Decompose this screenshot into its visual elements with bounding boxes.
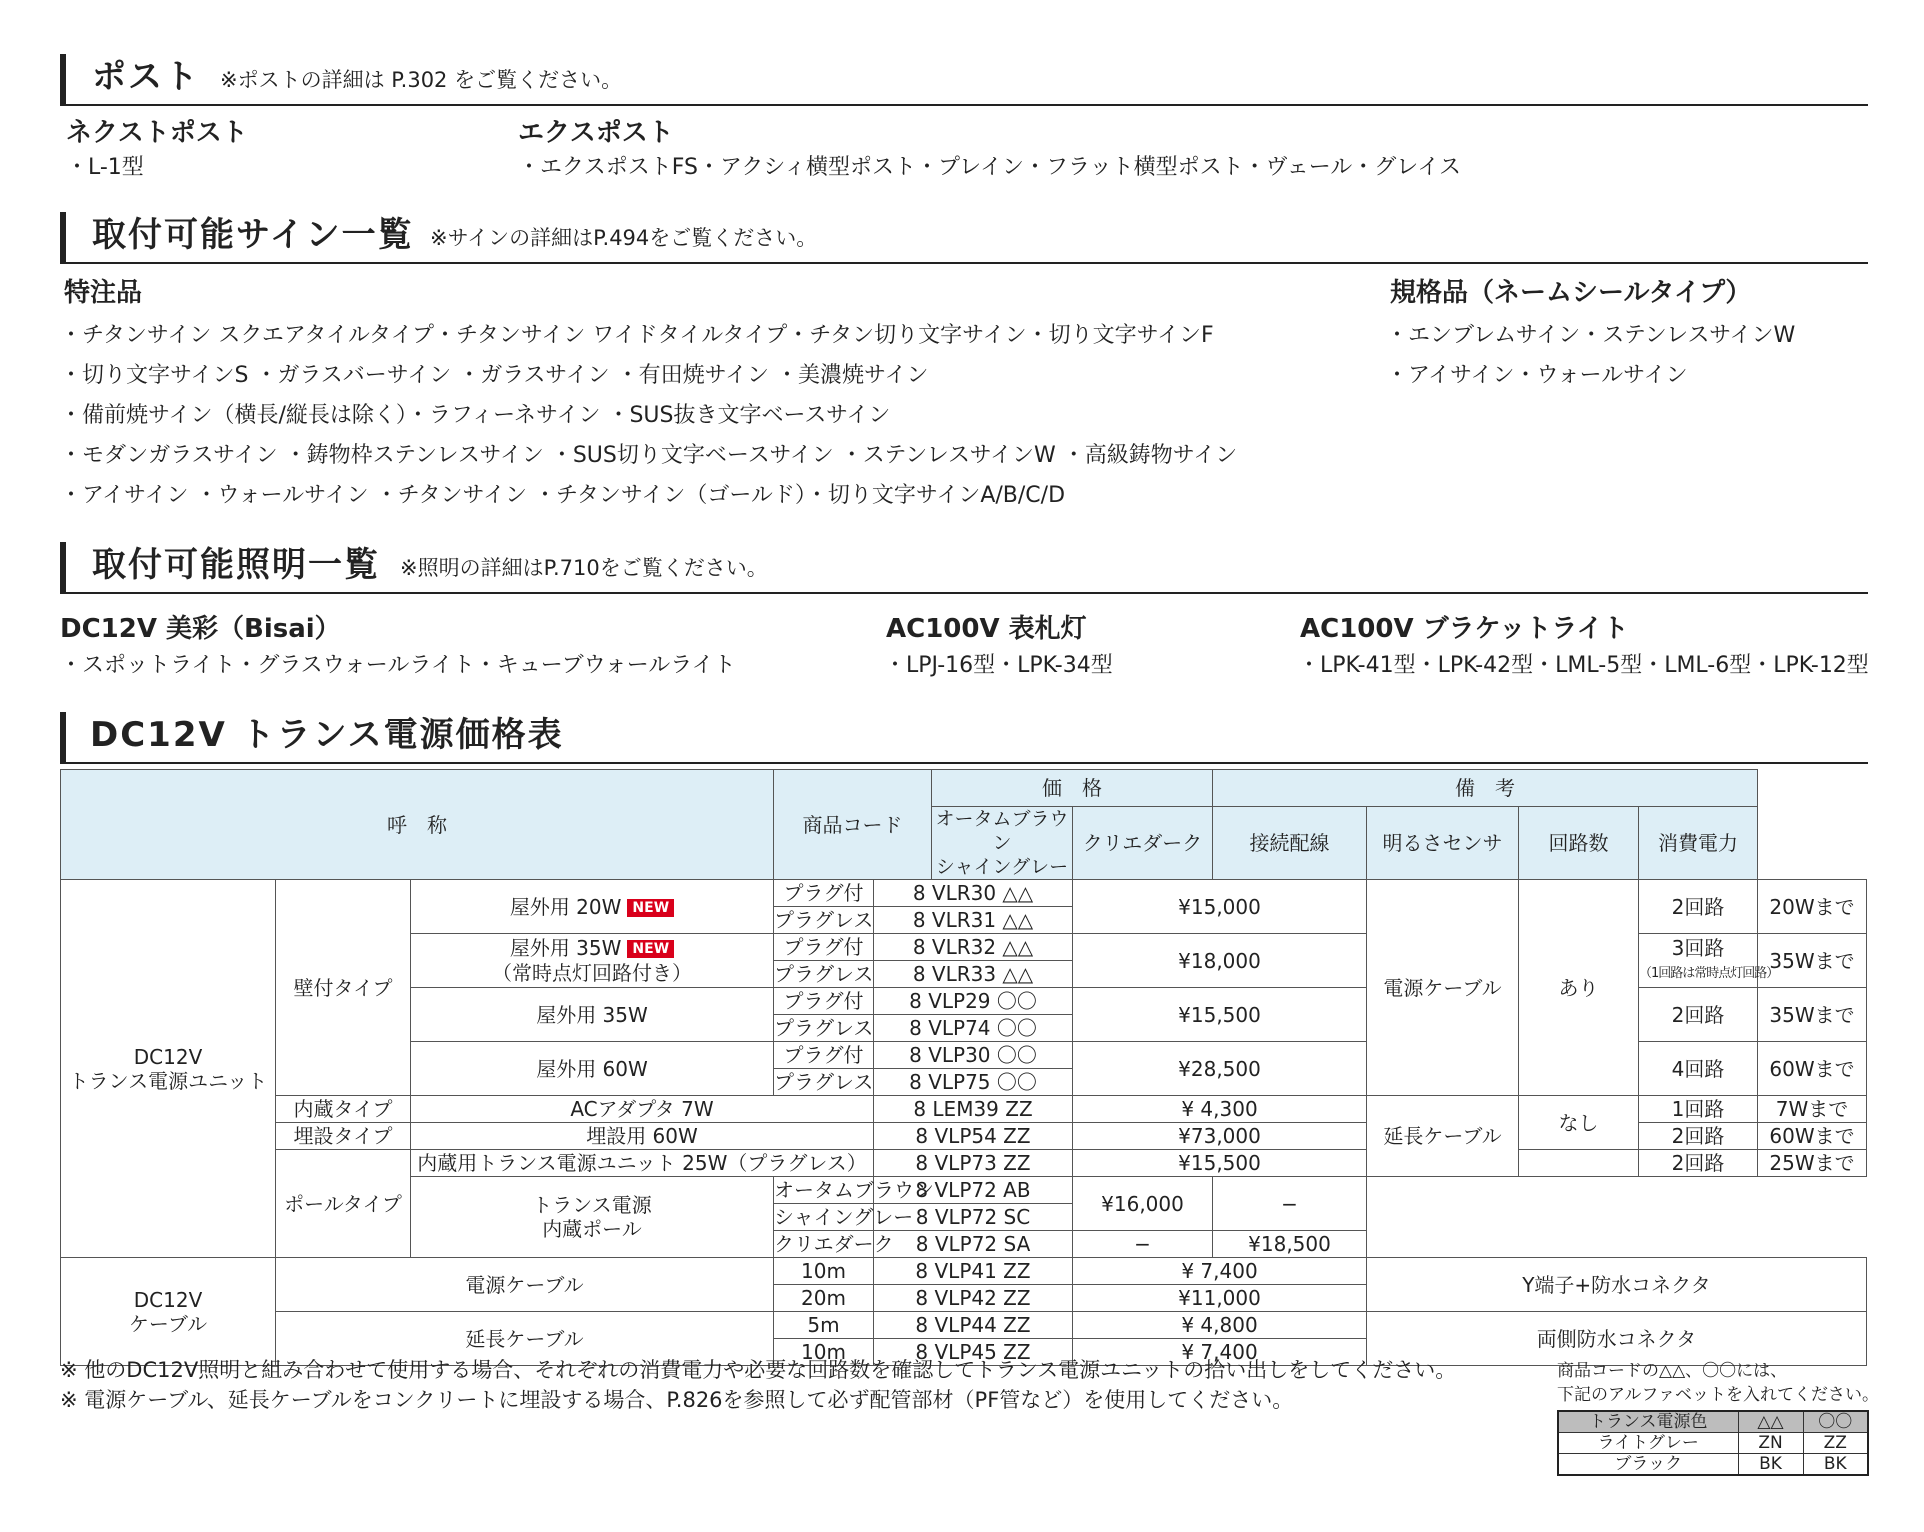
variant-plug: プラグ付 xyxy=(774,934,874,961)
model-buried: 埋設用 60W xyxy=(411,1123,874,1150)
section-bar xyxy=(60,54,66,106)
footnote: ※ 他のDC12V照明と組み合わせて使用する場合、それぞれの消費電力や必要な回路数を確認してトランス電源ユニットの拾い出しをしてください。 xyxy=(60,1358,1457,1382)
new-badge: NEW xyxy=(627,899,674,917)
sensor-yes: あり xyxy=(1519,880,1639,1096)
price: ¥ 4,800 xyxy=(1073,1312,1367,1339)
cable-group-label: DC12V ケーブル xyxy=(61,1258,276,1366)
price: ¥11,000 xyxy=(1073,1285,1367,1312)
post-group-ex: エクスポスト xyxy=(518,118,674,148)
price: ¥ 7,400 xyxy=(1073,1258,1367,1285)
post-group-next: ネクストポスト xyxy=(66,118,248,148)
code-legend-note: 下記のアルファベットを入れてください。 xyxy=(1557,1385,1879,1405)
post-note: ※ポストの詳細は P.302 をご覧ください。 xyxy=(220,68,623,92)
table-row xyxy=(61,1312,1867,1339)
price: ¥15,000 xyxy=(1073,880,1367,934)
code: 8 VLP42 ZZ xyxy=(874,1285,1073,1312)
code: 8 VLP74 〇〇 xyxy=(874,1015,1073,1042)
color-dark: クリエダーク xyxy=(774,1232,894,1256)
legend-code: BK xyxy=(1738,1454,1803,1476)
variant-plug: プラグ付 xyxy=(774,880,874,907)
lights-group-bisai: DC12V 美彩（Bisai） xyxy=(60,614,341,644)
model-label xyxy=(411,880,774,934)
lights-note: ※照明の詳細はP.710をご覧ください。 xyxy=(400,556,768,580)
price: ¥73,000 xyxy=(1073,1123,1367,1150)
table-row xyxy=(1558,1454,1868,1476)
price: ¥15,500 xyxy=(1073,988,1367,1042)
model-pole-body: トランス電源 内蔵ポール xyxy=(411,1177,774,1258)
power: 25Wまで xyxy=(1758,1150,1867,1177)
model-20w: 屋外用 20W xyxy=(509,894,622,919)
price: ¥ 4,300 xyxy=(1073,1096,1367,1123)
legend-header: 〇〇 xyxy=(1803,1411,1868,1433)
model-adapter: ACアダプタ 7W xyxy=(411,1096,874,1123)
header-code: 商品コード xyxy=(774,770,932,880)
blank-cell xyxy=(1367,1177,1867,1258)
circuits: 2回路 xyxy=(1639,1150,1758,1177)
variant-plugless: プラグレス xyxy=(774,908,874,932)
signs-title: 取付可能サイン一覧 xyxy=(92,215,414,255)
price: ¥18,000 xyxy=(1073,934,1367,988)
table-row xyxy=(61,880,1867,907)
code: 8 LEM39 ZZ xyxy=(874,1096,1073,1123)
section-bar xyxy=(60,212,66,264)
lights-group-bisai-items: ・スポットライト・グラスウォールライト・キューブウォールライト xyxy=(60,653,736,678)
circuits-cell xyxy=(1639,934,1779,988)
model-35w: 屋外用 35W xyxy=(411,988,774,1042)
signs-special-line: ・備前焼サイン（横長/縦長は除く）・ラフィーネサイン ・SUS抜き文字ベースサイン xyxy=(60,403,891,428)
power: 35Wまで xyxy=(1758,934,1867,988)
signs-standard-line: ・アイサイン・ウォールサイン xyxy=(1386,363,1688,388)
code: 8 VLP29 〇〇 xyxy=(874,988,1073,1015)
post-group-next-items: ・L-1型 xyxy=(66,155,144,180)
type-builtin: 内蔵タイプ xyxy=(276,1096,411,1123)
type-pole: ポールタイプ xyxy=(276,1150,411,1258)
type-wall: 壁付タイプ xyxy=(276,880,411,1096)
signs-special-line: ・アイサイン ・ウォールサイン ・チタンサイン ・チタンサイン（ゴールド）・切り文字サインA/B/C/D xyxy=(60,483,1066,508)
signs-standard-line: ・エンブレムサイン・ステンレスサインW xyxy=(1386,323,1796,348)
signs-section-header xyxy=(60,212,1868,264)
cable-note-power: Y端子+防水コネクタ xyxy=(1367,1258,1867,1312)
code: 8 VLP54 ZZ xyxy=(874,1123,1073,1150)
lights-title: 取付可能照明一覧 xyxy=(92,545,380,585)
table-row xyxy=(1558,1411,1868,1433)
header-name: 呼 称 xyxy=(61,770,774,880)
header-sensor: 明るさセンサ xyxy=(1367,807,1519,880)
legend-code: BK xyxy=(1803,1454,1868,1476)
signs-note: ※サインの詳細はP.494をご覧ください。 xyxy=(430,226,818,250)
variant-plugless: プラグレス xyxy=(774,1070,874,1094)
lights-group-nameplate: AC100V 表札灯 xyxy=(886,614,1087,644)
price-dash: − xyxy=(1073,1231,1213,1258)
header-wiring: 接続配線 xyxy=(1213,807,1367,880)
signs-special-line: ・チタンサイン スクエアタイルタイプ・チタンサイン ワイドタイルタイプ・チタン切り文字サイン・切り文字サインF xyxy=(60,323,1214,348)
code-legend-note: 商品コードの△△、〇〇には、 xyxy=(1557,1361,1788,1381)
variant-plug: プラグ付 xyxy=(774,1042,874,1069)
table-row xyxy=(61,1258,1867,1285)
code-legend-table xyxy=(1557,1410,1869,1476)
footnote: ※ 電源ケーブル、延長ケーブルをコンクリートに埋設する場合、P.826を参照して必ず配管部材（PF管など）を使用してください。 xyxy=(60,1388,1294,1412)
model-label xyxy=(411,934,774,988)
sensor-no: なし xyxy=(1519,1096,1639,1150)
cable-note-ext: 両側防水コネクタ xyxy=(1367,1312,1867,1366)
header-power: 消費電力 xyxy=(1639,807,1758,880)
post-section-header xyxy=(60,54,1868,106)
code: 8 VLP73 ZZ xyxy=(874,1150,1073,1177)
length: 10m xyxy=(774,1339,874,1366)
circuits: 1回路 xyxy=(1639,1096,1758,1123)
legend-header: トランス電源色 xyxy=(1558,1411,1738,1433)
price: ¥ 7,400 xyxy=(1073,1339,1367,1366)
lights-group-bracket-items: ・LPK-41型・LPK-42型・LML-5型・LML-6型・LPK-12型 xyxy=(1298,653,1869,678)
code: 8 VLP75 〇〇 xyxy=(874,1069,1073,1096)
variant-plugless: プラグレス xyxy=(774,962,874,986)
price: ¥28,500 xyxy=(1073,1042,1367,1096)
table-row xyxy=(1558,1433,1868,1454)
code: 8 VLP44 ZZ xyxy=(874,1312,1073,1339)
signs-special-title: 特注品 xyxy=(64,278,143,308)
model-power-cable: 電源ケーブル xyxy=(276,1258,774,1312)
code: 8 VLP45 ZZ xyxy=(874,1339,1073,1366)
code: 8 VLP41 ZZ xyxy=(874,1258,1073,1285)
lights-group-nameplate-items: ・LPJ-16型・LPK-34型 xyxy=(884,653,1113,678)
color-autumn: オータムブラウン xyxy=(774,1178,934,1202)
price: ¥15,500 xyxy=(1073,1150,1367,1177)
header-price-autumn-shine: オータムブラウン シャイングレー xyxy=(932,807,1073,880)
sensor-empty xyxy=(1519,1150,1639,1177)
circuits: 3回路 xyxy=(1671,935,1725,960)
legend-code: ZN xyxy=(1738,1433,1803,1454)
code: 8 VLP72 SC xyxy=(874,1204,1073,1231)
code: 8 VLP72 SA xyxy=(874,1231,1073,1258)
table-row xyxy=(61,1096,1867,1123)
lights-group-bracket: AC100V ブラケットライト xyxy=(1300,614,1629,644)
price-dash: − xyxy=(1213,1177,1367,1231)
section-bar xyxy=(60,542,66,594)
price-table xyxy=(60,769,1867,1366)
model-35w-note: （常時点灯回路付き） xyxy=(492,960,692,985)
table-row xyxy=(61,1150,1867,1177)
power: 60Wまで xyxy=(1758,1042,1867,1096)
power: 20Wまで xyxy=(1758,880,1867,934)
wiring-ext: 延長ケーブル xyxy=(1367,1096,1519,1177)
color-shine: シャイングレー xyxy=(774,1205,914,1229)
code: 8 VLR32 △△ xyxy=(874,934,1073,961)
signs-special-line: ・モダンガラスサイン ・鋳物枠ステンレスサイン ・SUS切り文字ベースサイン ・ステンレスサインW ・高級鋳物サイン xyxy=(60,443,1238,468)
model-ext-cable: 延長ケーブル xyxy=(276,1312,774,1366)
length: 5m xyxy=(774,1312,874,1339)
code: 8 VLR33 △△ xyxy=(874,961,1073,988)
post-title: ポスト xyxy=(92,57,200,97)
variant-plugless: プラグレス xyxy=(774,1016,874,1040)
variant-plug: プラグ付 xyxy=(774,988,874,1015)
model-35w-new: 屋外用 35W xyxy=(509,935,622,960)
type-buried: 埋設タイプ xyxy=(276,1123,411,1150)
post-group-ex-items: ・エクスポストFS・アクシィ横型ポスト・プレイン・フラット横型ポスト・ヴェール・グレイス xyxy=(518,155,1461,180)
circuits-note: （1回路は常時点灯回路） xyxy=(1639,965,1779,981)
model-pole25: 内蔵用トランス電源ユニット 25W（プラグレス） xyxy=(411,1150,874,1177)
power: 7Wまで xyxy=(1758,1096,1867,1123)
signs-special-line: ・切り文字サインS ・ガラスバーサイン ・ガラスサイン ・有田焼サイン ・美濃焼サイン xyxy=(60,363,929,388)
circuits: 2回路 xyxy=(1639,1123,1758,1150)
header-circuits: 回路数 xyxy=(1519,807,1639,880)
code: 8 VLP30 〇〇 xyxy=(874,1042,1073,1069)
unit-group-label: DC12V トランス電源ユニット xyxy=(61,880,276,1258)
circuits: 4回路 xyxy=(1639,1042,1758,1096)
model-60w: 屋外用 60W xyxy=(411,1042,774,1096)
price-section-header xyxy=(60,712,1868,764)
code: 8 VLR31 △△ xyxy=(874,907,1073,934)
header-price: 価 格 xyxy=(932,770,1213,807)
length: 20m xyxy=(774,1285,874,1312)
power: 35Wまで xyxy=(1758,988,1867,1042)
price: ¥18,500 xyxy=(1213,1231,1367,1258)
legend-header: △△ xyxy=(1738,1411,1803,1433)
circuits: 2回路 xyxy=(1639,880,1758,934)
price: ¥16,000 xyxy=(1073,1177,1213,1231)
wiring-power: 電源ケーブル xyxy=(1367,880,1519,1096)
signs-standard-title: 規格品（ネームシールタイプ） xyxy=(1390,278,1752,308)
legend-color: ライトグレー xyxy=(1558,1433,1738,1454)
code: 8 VLR30 △△ xyxy=(874,880,1073,907)
legend-code: ZZ xyxy=(1803,1433,1868,1454)
header-price-dark: クリエダーク xyxy=(1073,807,1213,880)
code: 8 VLP72 AB xyxy=(874,1177,1073,1204)
price-title: DC12V トランス電源価格表 xyxy=(90,715,564,755)
lights-section-header xyxy=(60,542,1868,594)
section-bar xyxy=(60,712,66,764)
circuits: 2回路 xyxy=(1639,988,1758,1042)
power: 60Wまで xyxy=(1758,1123,1867,1150)
new-badge: NEW xyxy=(627,940,674,958)
length: 10m xyxy=(774,1258,874,1285)
header-notes: 備 考 xyxy=(1213,770,1758,807)
legend-color: ブラック xyxy=(1558,1454,1738,1476)
